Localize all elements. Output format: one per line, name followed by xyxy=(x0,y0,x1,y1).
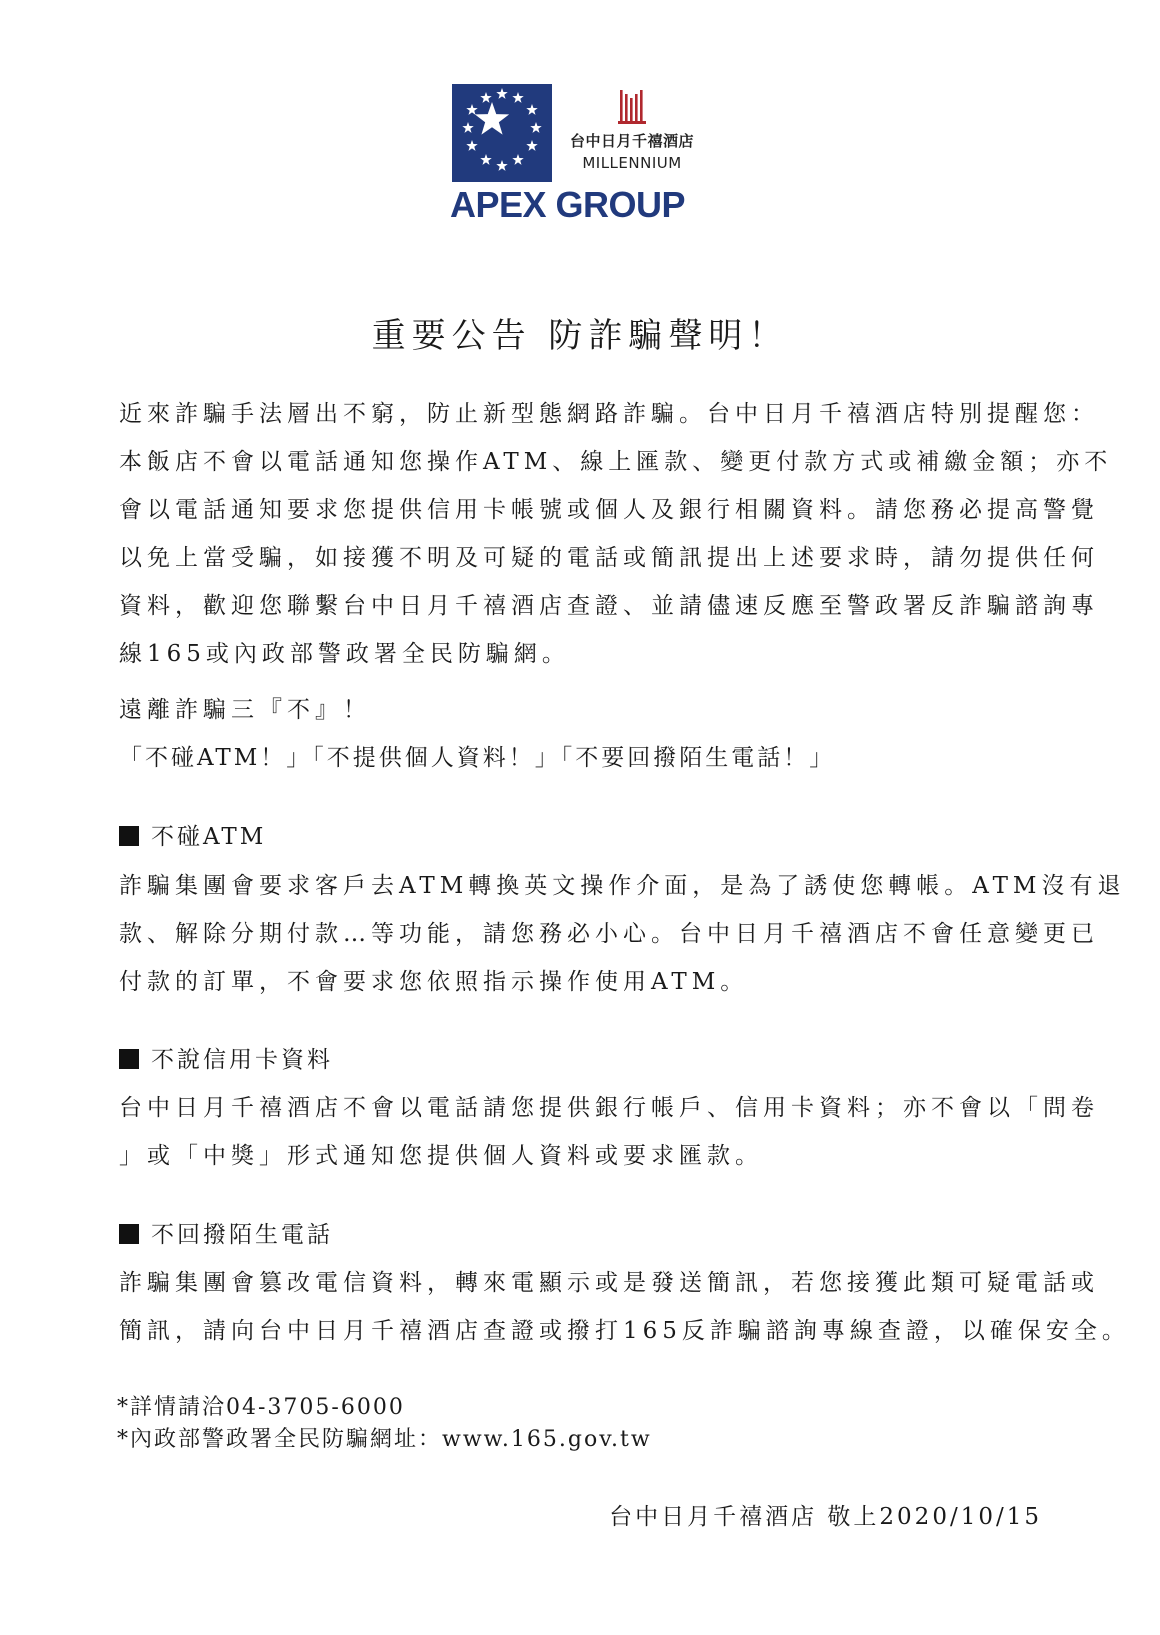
three-nos xyxy=(119,686,1049,782)
square-bullet-icon xyxy=(119,1049,139,1069)
section-line: 」或「中獎」形式通知您提供個人資料或要求匯款。 xyxy=(119,1143,763,1169)
intro-line: 以免上當受騙，如接獲不明及可疑的電話或簡訊提出上述要求時，請勿提供任何 xyxy=(119,545,1099,571)
section-line: 台中日月千禧酒店不會以電話請您提供銀行帳戶、信用卡資料；亦不會以「問卷 xyxy=(119,1095,1099,1121)
signature: 台中日月千禧酒店 敬上2020/10/15 xyxy=(609,1504,1042,1530)
three-nos-heading: 遠離詐騙三『不』！ xyxy=(119,697,371,723)
intro-line: 本飯店不會以電話通知您操作ATM、線上匯款、變更付款方式或補繳金額；亦不 xyxy=(119,449,1113,475)
three-nos-items: 「不碰ATM！」「不提供個人資料！」「不要回撥陌生電話！」 xyxy=(119,745,836,771)
section-heading-atm: 不碰ATM xyxy=(119,813,266,861)
section-body-credit-card xyxy=(119,1084,1099,1180)
square-bullet-icon xyxy=(119,826,139,846)
intro-line: 線165或內政部警政署全民防騙網。 xyxy=(119,641,570,667)
page-title: 重要公告 防詐騙聲明！ xyxy=(371,316,789,356)
intro-paragraph xyxy=(119,390,1113,678)
star-flag-icon xyxy=(452,84,552,182)
section-body-unknown-calls xyxy=(119,1259,1130,1355)
apex-group-logo xyxy=(452,84,712,224)
section-line: 詐騙集團會要求客戶去ATM轉換英文操作介面，是為了誘使您轉帳。ATM沒有退 xyxy=(119,873,1126,899)
contact-note: *詳情請洽04-3705-6000 xyxy=(117,1395,405,1420)
intro-line: 資料，歡迎您聯繫台中日月千禧酒店查證、並請儘速反應至警政署反詐騙諮詢專 xyxy=(119,593,1099,619)
section-line: 付款的訂單，不會要求您依照指示操作使用ATM。 xyxy=(119,969,749,995)
square-bullet-icon xyxy=(119,1224,139,1244)
millennium-mark xyxy=(562,90,702,172)
intro-line: 會以電話通知要求您提供信用卡帳號或個人及銀行相關資料。請您務必提高警覺 xyxy=(119,497,1099,523)
section-heading-unknown-calls: 不回撥陌生電話 xyxy=(119,1211,333,1259)
hotel-name-en: MILLENNIUM xyxy=(582,154,682,172)
group-name: APEX GROUP xyxy=(450,184,686,225)
section-line: 簡訊，請向台中日月千禧酒店查證或撥打165反詐騙諮詢專線查證，以確保安全。 xyxy=(119,1318,1130,1344)
millennium-bars-icon xyxy=(618,90,646,124)
intro-line: 近來詐騙手法層出不窮，防止新型態網路詐騙。台中日月千禧酒店特別提醒您： xyxy=(119,401,1099,427)
section-heading-credit-card: 不說信用卡資料 xyxy=(119,1036,333,1084)
hotel-name-cn: 台中日月千禧酒店 xyxy=(569,132,694,150)
section-line: 詐騙集團會篡改電信資料，轉來電顯示或是發送簡訊，若您接獲此類可疑電話或 xyxy=(119,1270,1099,1296)
section-body-atm xyxy=(119,862,1126,1006)
section-line: 款、解除分期付款…等功能，請您務必小心。台中日月千禧酒店不會任意變更已 xyxy=(119,921,1099,947)
website-note: *內政部警政署全民防騙網址：www.165.gov.tw xyxy=(117,1427,652,1452)
